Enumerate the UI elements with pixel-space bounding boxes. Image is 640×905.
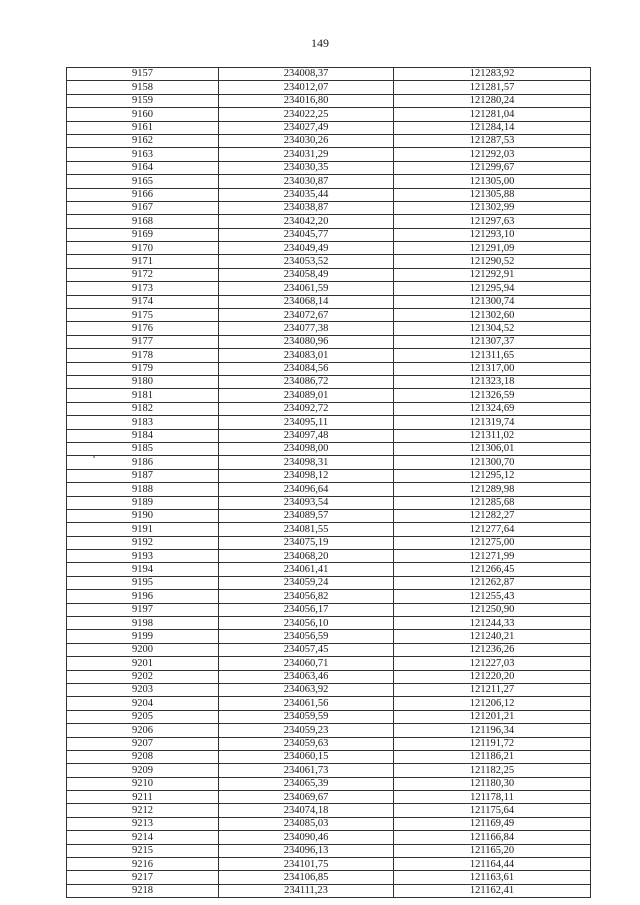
table-row	[67, 94, 591, 107]
x-coordinate-cell: 234060,71	[219, 657, 394, 670]
table-row	[67, 670, 591, 683]
y-coordinate-cell: 121305,00	[394, 175, 591, 188]
y-coordinate-cell: 121297,63	[394, 215, 591, 228]
x-coordinate-cell: 234069,67	[219, 791, 394, 804]
y-coordinate-cell: 121281,04	[394, 108, 591, 121]
point-number-cell: 9184	[67, 429, 219, 442]
point-number-cell: 9191	[67, 523, 219, 536]
y-coordinate-cell: 121292,91	[394, 268, 591, 281]
point-number-cell: 9190	[67, 509, 219, 522]
y-coordinate-cell: 121291,09	[394, 242, 591, 255]
table-row	[67, 683, 591, 696]
point-number-cell: 9213	[67, 817, 219, 830]
y-coordinate-cell: 121300,70	[394, 456, 591, 469]
x-coordinate-cell: 234056,10	[219, 617, 394, 630]
table-row	[67, 483, 591, 496]
x-coordinate-cell: 234060,15	[219, 750, 394, 763]
point-number-cell: 9197	[67, 603, 219, 616]
point-number-cell: 9164	[67, 161, 219, 174]
x-coordinate-cell: 234097,48	[219, 429, 394, 442]
table-row	[67, 255, 591, 268]
y-coordinate-cell: 121300,74	[394, 295, 591, 308]
y-coordinate-cell: 121290,52	[394, 255, 591, 268]
y-coordinate-cell: 121302,99	[394, 201, 591, 214]
table-row	[67, 523, 591, 536]
point-number-cell: 9186	[67, 456, 219, 469]
y-coordinate-cell: 121299,67	[394, 161, 591, 174]
x-coordinate-cell: 234068,20	[219, 550, 394, 563]
point-number-cell: 9206	[67, 724, 219, 737]
table-row	[67, 81, 591, 94]
y-coordinate-cell: 121289,98	[394, 483, 591, 496]
table-row	[67, 509, 591, 522]
y-coordinate-cell: 121305,88	[394, 188, 591, 201]
y-coordinate-cell: 121324,69	[394, 402, 591, 415]
table-row	[67, 121, 591, 134]
x-coordinate-cell: 234083,01	[219, 349, 394, 362]
y-coordinate-cell: 121227,03	[394, 657, 591, 670]
x-coordinate-cell: 234080,96	[219, 335, 394, 348]
x-coordinate-cell: 234061,56	[219, 697, 394, 710]
table-row	[67, 228, 591, 241]
y-coordinate-cell: 121266,45	[394, 563, 591, 576]
y-coordinate-cell: 121277,64	[394, 523, 591, 536]
table-body	[67, 68, 591, 898]
point-number-cell: 9169	[67, 228, 219, 241]
y-coordinate-cell: 121326,59	[394, 389, 591, 402]
x-coordinate-cell: 234072,67	[219, 309, 394, 322]
point-number-cell: 9166	[67, 188, 219, 201]
table-row	[67, 309, 591, 322]
x-coordinate-cell: 234085,03	[219, 817, 394, 830]
x-coordinate-cell: 234056,82	[219, 590, 394, 603]
table-row	[67, 282, 591, 295]
y-coordinate-cell: 121319,74	[394, 416, 591, 429]
y-coordinate-cell: 121186,21	[394, 750, 591, 763]
x-coordinate-cell: 234016,80	[219, 94, 394, 107]
point-number-cell: 9218	[67, 884, 219, 897]
point-number-cell: 9159	[67, 94, 219, 107]
table-row	[67, 576, 591, 589]
table-row	[67, 804, 591, 817]
y-coordinate-cell: 121281,57	[394, 81, 591, 94]
y-coordinate-cell: 121244,33	[394, 617, 591, 630]
y-coordinate-cell: 121220,20	[394, 670, 591, 683]
y-coordinate-cell: 121206,12	[394, 697, 591, 710]
table-row	[67, 456, 591, 469]
y-coordinate-cell: 121284,14	[394, 121, 591, 134]
table-row	[67, 550, 591, 563]
table-row	[67, 375, 591, 388]
point-number-cell: 9192	[67, 536, 219, 549]
point-number-cell: 9177	[67, 335, 219, 348]
x-coordinate-cell: 234042,20	[219, 215, 394, 228]
point-number-cell: 9162	[67, 134, 219, 147]
y-coordinate-cell: 121164,44	[394, 858, 591, 871]
table-row	[67, 603, 591, 616]
point-number-cell: 9167	[67, 201, 219, 214]
point-number-cell: 9194	[67, 563, 219, 576]
table-row	[67, 563, 591, 576]
table-row	[67, 657, 591, 670]
x-coordinate-cell: 234061,73	[219, 764, 394, 777]
table-row	[67, 335, 591, 348]
table-row	[67, 871, 591, 884]
table-row	[67, 817, 591, 830]
point-number-cell: 9205	[67, 710, 219, 723]
x-coordinate-cell: 234081,55	[219, 523, 394, 536]
x-coordinate-cell: 234049,49	[219, 242, 394, 255]
y-coordinate-cell: 121250,90	[394, 603, 591, 616]
y-coordinate-cell: 121295,12	[394, 469, 591, 482]
point-number-cell: 9204	[67, 697, 219, 710]
point-number-cell: 9199	[67, 630, 219, 643]
table-row	[67, 630, 591, 643]
x-coordinate-cell: 234096,64	[219, 483, 394, 496]
y-coordinate-cell: 121304,52	[394, 322, 591, 335]
table-row	[67, 844, 591, 857]
table-row	[67, 416, 591, 429]
table-row	[67, 737, 591, 750]
table-row	[67, 322, 591, 335]
y-coordinate-cell: 121317,00	[394, 362, 591, 375]
coordinates-table	[66, 67, 591, 898]
x-coordinate-cell: 234030,87	[219, 175, 394, 188]
x-coordinate-cell: 234095,11	[219, 416, 394, 429]
table-row	[67, 201, 591, 214]
x-coordinate-cell: 234101,75	[219, 858, 394, 871]
point-number-cell: 9208	[67, 750, 219, 763]
scan-speck	[93, 456, 95, 458]
point-number-cell: 9188	[67, 483, 219, 496]
x-coordinate-cell: 234012,07	[219, 81, 394, 94]
y-coordinate-cell: 121240,21	[394, 630, 591, 643]
y-coordinate-cell: 121293,10	[394, 228, 591, 241]
x-coordinate-cell: 234063,92	[219, 683, 394, 696]
y-coordinate-cell: 121311,65	[394, 349, 591, 362]
y-coordinate-cell: 121292,03	[394, 148, 591, 161]
y-coordinate-cell: 121180,30	[394, 777, 591, 790]
table-row	[67, 831, 591, 844]
x-coordinate-cell: 234092,72	[219, 402, 394, 415]
y-coordinate-cell: 121302,60	[394, 309, 591, 322]
x-coordinate-cell: 234077,38	[219, 322, 394, 335]
table-row	[67, 724, 591, 737]
point-number-cell: 9175	[67, 309, 219, 322]
x-coordinate-cell: 234059,24	[219, 576, 394, 589]
y-coordinate-cell: 121211,27	[394, 683, 591, 696]
table-row	[67, 268, 591, 281]
x-coordinate-cell: 234061,59	[219, 282, 394, 295]
x-coordinate-cell: 234074,18	[219, 804, 394, 817]
y-coordinate-cell: 121311,02	[394, 429, 591, 442]
y-coordinate-cell: 121282,27	[394, 509, 591, 522]
point-number-cell: 9183	[67, 416, 219, 429]
y-coordinate-cell: 121175,64	[394, 804, 591, 817]
y-coordinate-cell: 121295,94	[394, 282, 591, 295]
x-coordinate-cell: 234089,57	[219, 509, 394, 522]
x-coordinate-cell: 234061,41	[219, 563, 394, 576]
x-coordinate-cell: 234111,23	[219, 884, 394, 897]
x-coordinate-cell: 234063,46	[219, 670, 394, 683]
x-coordinate-cell: 234098,00	[219, 442, 394, 455]
x-coordinate-cell: 234059,23	[219, 724, 394, 737]
x-coordinate-cell: 234084,56	[219, 362, 394, 375]
point-number-cell: 9214	[67, 831, 219, 844]
x-coordinate-cell: 234031,29	[219, 148, 394, 161]
table-row	[67, 389, 591, 402]
x-coordinate-cell: 234090,46	[219, 831, 394, 844]
table-row	[67, 242, 591, 255]
point-number-cell: 9187	[67, 469, 219, 482]
y-coordinate-cell: 121169,49	[394, 817, 591, 830]
point-number-cell: 9165	[67, 175, 219, 188]
point-number-cell: 9195	[67, 576, 219, 589]
point-number-cell: 9173	[67, 282, 219, 295]
y-coordinate-cell: 121182,25	[394, 764, 591, 777]
point-number-cell: 9216	[67, 858, 219, 871]
point-number-cell: 9172	[67, 268, 219, 281]
x-coordinate-cell: 234056,17	[219, 603, 394, 616]
table-row	[67, 429, 591, 442]
point-number-cell: 9176	[67, 322, 219, 335]
table-row	[67, 617, 591, 630]
y-coordinate-cell: 121236,26	[394, 643, 591, 656]
table-row	[67, 362, 591, 375]
point-number-cell: 9217	[67, 871, 219, 884]
table-row	[67, 496, 591, 509]
point-number-cell: 9203	[67, 683, 219, 696]
table-row	[67, 108, 591, 121]
point-number-cell: 9158	[67, 81, 219, 94]
x-coordinate-cell: 234098,31	[219, 456, 394, 469]
x-coordinate-cell: 234068,14	[219, 295, 394, 308]
point-number-cell: 9209	[67, 764, 219, 777]
point-number-cell: 9181	[67, 389, 219, 402]
y-coordinate-cell: 121287,53	[394, 134, 591, 147]
table-row	[67, 148, 591, 161]
x-coordinate-cell: 234096,13	[219, 844, 394, 857]
page-number: 149	[311, 36, 329, 50]
y-coordinate-cell: 121255,43	[394, 590, 591, 603]
point-number-cell: 9215	[67, 844, 219, 857]
x-coordinate-cell: 234030,35	[219, 161, 394, 174]
point-number-cell: 9185	[67, 442, 219, 455]
point-number-cell: 9198	[67, 617, 219, 630]
point-number-cell: 9178	[67, 349, 219, 362]
x-coordinate-cell: 234053,52	[219, 255, 394, 268]
y-coordinate-cell: 121271,99	[394, 550, 591, 563]
x-coordinate-cell: 234065,39	[219, 777, 394, 790]
table-row	[67, 590, 591, 603]
point-number-cell: 9200	[67, 643, 219, 656]
x-coordinate-cell: 234075,19	[219, 536, 394, 549]
table-row	[67, 884, 591, 897]
point-number-cell: 9160	[67, 108, 219, 121]
table-row	[67, 349, 591, 362]
table-row	[67, 469, 591, 482]
point-number-cell: 9210	[67, 777, 219, 790]
table-row	[67, 643, 591, 656]
point-number-cell: 9196	[67, 590, 219, 603]
point-number-cell: 9168	[67, 215, 219, 228]
x-coordinate-cell: 234098,12	[219, 469, 394, 482]
y-coordinate-cell: 121162,41	[394, 884, 591, 897]
point-number-cell: 9161	[67, 121, 219, 134]
x-coordinate-cell: 234089,01	[219, 389, 394, 402]
table-row	[67, 764, 591, 777]
y-coordinate-cell: 121178,11	[394, 791, 591, 804]
point-number-cell: 9201	[67, 657, 219, 670]
y-coordinate-cell: 121306,01	[394, 442, 591, 455]
y-coordinate-cell: 121163,61	[394, 871, 591, 884]
point-number-cell: 9170	[67, 242, 219, 255]
x-coordinate-cell: 234057,45	[219, 643, 394, 656]
point-number-cell: 9211	[67, 791, 219, 804]
table-row	[67, 68, 591, 81]
table-row	[67, 295, 591, 308]
x-coordinate-cell: 234035,44	[219, 188, 394, 201]
point-number-cell: 9212	[67, 804, 219, 817]
y-coordinate-cell: 121166,84	[394, 831, 591, 844]
x-coordinate-cell: 234022,25	[219, 108, 394, 121]
point-number-cell: 9179	[67, 362, 219, 375]
y-coordinate-cell: 121323,18	[394, 375, 591, 388]
table-row	[67, 710, 591, 723]
x-coordinate-cell: 234038,87	[219, 201, 394, 214]
x-coordinate-cell: 234093,54	[219, 496, 394, 509]
table-row	[67, 175, 591, 188]
y-coordinate-cell: 121275,00	[394, 536, 591, 549]
point-number-cell: 9171	[67, 255, 219, 268]
table-row	[67, 188, 591, 201]
point-number-cell: 9189	[67, 496, 219, 509]
x-coordinate-cell: 234056,59	[219, 630, 394, 643]
point-number-cell: 9180	[67, 375, 219, 388]
table-row	[67, 402, 591, 415]
point-number-cell: 9207	[67, 737, 219, 750]
x-coordinate-cell: 234106,85	[219, 871, 394, 884]
point-number-cell: 9193	[67, 550, 219, 563]
table-row	[67, 777, 591, 790]
y-coordinate-cell: 121201,21	[394, 710, 591, 723]
x-coordinate-cell: 234045,77	[219, 228, 394, 241]
table-row	[67, 134, 591, 147]
y-coordinate-cell: 121191,72	[394, 737, 591, 750]
x-coordinate-cell: 234059,59	[219, 710, 394, 723]
table-row	[67, 442, 591, 455]
y-coordinate-cell: 121280,24	[394, 94, 591, 107]
point-number-cell: 9174	[67, 295, 219, 308]
y-coordinate-cell: 121307,37	[394, 335, 591, 348]
y-coordinate-cell: 121165,20	[394, 844, 591, 857]
x-coordinate-cell: 234008,37	[219, 68, 394, 81]
table-row	[67, 536, 591, 549]
table-row	[67, 215, 591, 228]
x-coordinate-cell: 234086,72	[219, 375, 394, 388]
table-row	[67, 858, 591, 871]
table-row	[67, 161, 591, 174]
point-number-cell: 9202	[67, 670, 219, 683]
y-coordinate-cell: 121262,87	[394, 576, 591, 589]
table-row	[67, 750, 591, 763]
table-row	[67, 697, 591, 710]
y-coordinate-cell: 121285,68	[394, 496, 591, 509]
x-coordinate-cell: 234027,49	[219, 121, 394, 134]
y-coordinate-cell: 121283,92	[394, 68, 591, 81]
x-coordinate-cell: 234030,26	[219, 134, 394, 147]
point-number-cell: 9182	[67, 402, 219, 415]
table-row	[67, 791, 591, 804]
point-number-cell: 9157	[67, 68, 219, 81]
x-coordinate-cell: 234058,49	[219, 268, 394, 281]
x-coordinate-cell: 234059,63	[219, 737, 394, 750]
y-coordinate-cell: 121196,34	[394, 724, 591, 737]
point-number-cell: 9163	[67, 148, 219, 161]
